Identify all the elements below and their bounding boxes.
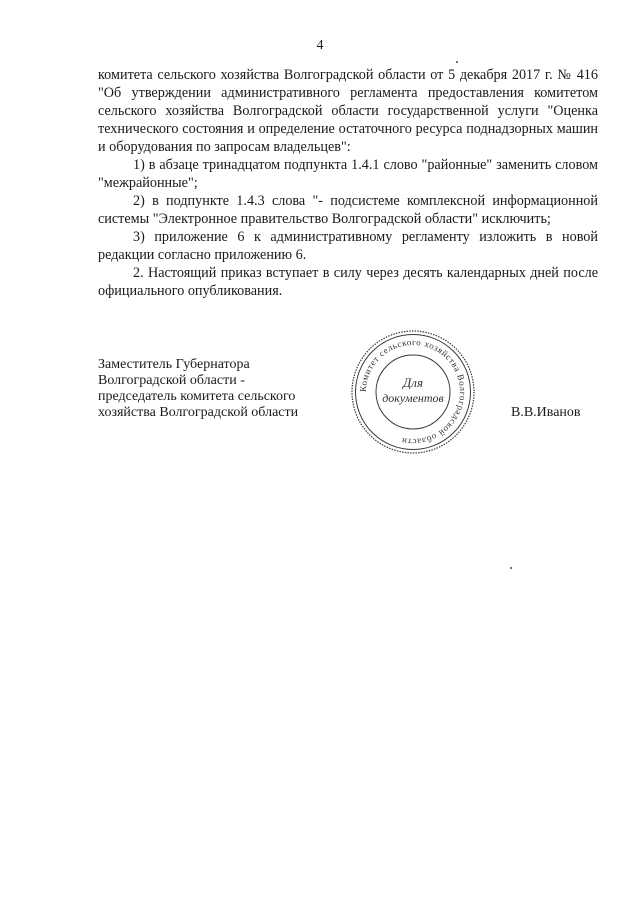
page-number: 4 [316, 38, 324, 53]
item-1-paragraph: 1) в абзаце тринадцатом подпункта 1.4.1 слово "районные" заменить словом "межрайонные"; [98, 157, 598, 191]
signatory-title-line: Заместитель Губернатора [98, 357, 250, 372]
item-2-paragraph: 2) в подпункте 1.4.3 слова "- подсистеме комплексной информационной системы "Электронное правительство Волгоградской области" исключить; [98, 193, 598, 227]
document-body [98, 66, 598, 300]
signatory-title-line: Волгоградской области - [98, 373, 245, 388]
stamp-center-line-2: документов [382, 391, 444, 405]
scan-speck [456, 61, 458, 63]
signatory-title [98, 357, 358, 421]
signatory-title-line: хозяйства Волгоградской области [98, 405, 299, 420]
item-3-paragraph: 3) приложение 6 к административному регламенту изложить в новой редакции согласно приложению 6. [98, 229, 598, 263]
official-stamp [348, 327, 478, 457]
signer-name: В.В.Иванов [511, 405, 581, 420]
scan-speck [510, 567, 512, 569]
signatory-title-line: председатель комитета сельского [98, 389, 296, 404]
intro-paragraph: комитета сельского хозяйства Волгоградской области от 5 декабря 2017 г. № 416 "Об утверждении административного регламента предоставления комитетом сельского хозяйства Волгоградской области государственной услуги "Оценка технического состояния и определение остаточного ресурса поднадзорных машин и оборудования по запросам владельцев": [98, 67, 598, 155]
stamp-ring-text-path: Комитет сельского хозяйства Волгоградской области [357, 336, 469, 448]
stamp-graphic [348, 327, 478, 457]
item-4-paragraph: 2. Настоящий приказ вступает в силу через десять календарных дней после официального опубликования. [98, 265, 598, 299]
stamp-center-line-1: Для [403, 375, 423, 390]
